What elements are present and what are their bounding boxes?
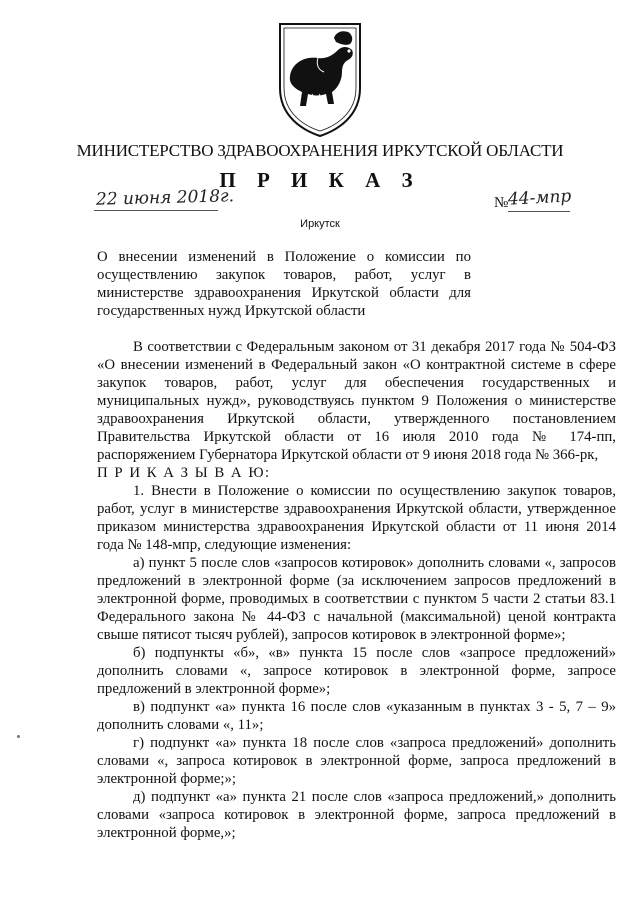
coat-of-arms-icon	[272, 18, 368, 138]
item-v-paragraph: в) подпункт «а» пункта 16 после слов «указанным в пунктах 3 - 5, 7 – 9» дополнить словами «, 11»;	[97, 699, 616, 733]
document-type-title: П Р И К А З	[219, 168, 421, 192]
item-b-paragraph: б) подпункты «б», «в» пункта 15 после слов «запросе предложений» дополнить словами «, запросе котировок в электронной форме, запросе предложений в электронной форме»;	[97, 645, 616, 697]
date-underline	[94, 210, 218, 211]
item-g-paragraph: г) подпункт «а» пункта 18 после слов «запроса предложений» дополнить словами «, запроса котировок в электронной форме, запроса предложений в электронной форме;»;	[97, 735, 616, 787]
preamble-paragraph: В соответствии с Федеральным законом от 31 декабря 2017 года № 504-ФЗ «О внесении изменений в Федеральный закон «О контрактной системе в сфере закупок товаров, работ, услуг для обеспечения государственных и муниципальных нужд», руководствуясь пунктом 9 Положения о министерстве здравоохранения Иркутской области, утвержденного постановлением Правительства Иркутской области от 16 июля 2010 года № 174-пп, распоряжением Губернатора Иркутской области от 9 июня 2018 года № 366-рк,	[97, 339, 616, 463]
document-body	[97, 338, 616, 842]
point-1-paragraph: 1. Внести в Положение о комиссии по осуществлению закупок товаров, работ, услуг в министерстве здравоохранения Иркутской области, утвержденное приказом министерства здравоохранения Иркутской области от 11 июня 2014 года № 148-мпр, следующие изменения:	[97, 483, 616, 553]
item-d-paragraph: д) подпункт «а» пункта 21 после слов «запроса предложений,» дополнить словами «запроса котировок в электронной форме, запроса предложений в электронной форме,»;	[97, 789, 616, 841]
document-number: 44-мпр	[507, 186, 572, 210]
number-underline	[508, 211, 570, 212]
order-heading: П Р И К А З Ы В А Ю:	[97, 465, 271, 481]
city-name: Иркутск	[300, 218, 340, 230]
scan-speck	[17, 735, 20, 738]
document-date: 22 июня 2018г.	[95, 186, 235, 210]
item-a-paragraph: а) пункт 5 после слов «запросов котировок» дополнить словами «, запросов предложений в электронной форме (за исключением запросов предложений в электронной форме, проводимых в соответствии с пунктом 5 части 2 статьи 83.1 Федерального закона № 44-ФЗ с начальной (максимальной) ценой контракта свыше пятисот тысяч рублей), запросов котировок в электронной форме»;	[97, 555, 616, 643]
number-label: №	[494, 195, 509, 211]
document-subject: О внесении изменений в Положение о комиссии по осуществлению закупок товаров, работ, услуг в министерстве здравоохранения Иркутской области для государственных нужд Иркутской области	[97, 249, 471, 319]
ministry-name: МИНИСТЕРСТВО ЗДРАВООХРАНЕНИЯ ИРКУТСКОЙ ОБЛАСТИ	[76, 141, 564, 160]
